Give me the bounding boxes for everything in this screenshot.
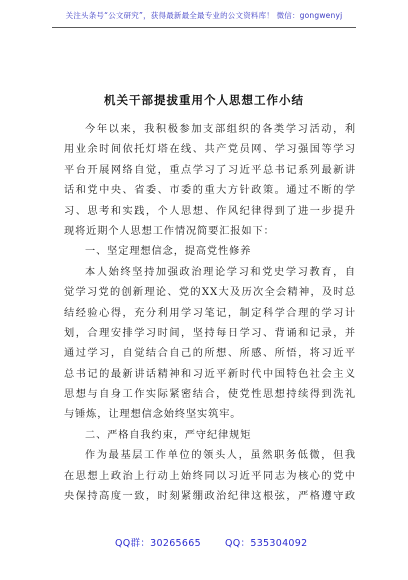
body-line: 觉学习党的创新理论、党的XX大及历次全会精神，及时总 bbox=[64, 287, 356, 299]
document-body bbox=[64, 120, 356, 507]
footer bbox=[0, 535, 408, 549]
body-line: 习、思考和实践，个人思想、作风纪律得到了进一步提升 bbox=[64, 205, 356, 217]
body-line: 本人始终坚持加强政治理论学习和党史学习教育，自 bbox=[85, 266, 356, 278]
header-note: 关注头条号“公文研究”，获得最新最全最专业的公文资料库！ 微信：gongwenyj bbox=[65, 11, 343, 20]
section-heading: 一、坚定理想信念，提高党性修养 bbox=[85, 246, 252, 258]
body-line: 现将近期个人思想工作情况简要汇报如下： bbox=[64, 225, 275, 237]
body-line: 划，合理安排学习时间，坚持每日学习、背诵和记录，并 bbox=[64, 327, 356, 339]
body-line: 与锤炼，让理想信念始终坚实筑牢。 bbox=[64, 409, 242, 421]
body-line: 用业余时间依托灯塔在线、共产党员网、学习强国等学习 bbox=[64, 144, 356, 156]
body-line: 平台开展网络自觉，重点学习了习近平总书记系列最新讲 bbox=[64, 164, 356, 176]
body-line: 思想与自身工作实际紧密结合，使党性思想持续得到洗礼 bbox=[64, 389, 356, 401]
document-title: 机关干部提拔重用个人思想工作小结 bbox=[104, 93, 304, 107]
header-divider bbox=[52, 27, 356, 28]
body-line: 作为最基层工作单位的领头人，虽然职务低微，但我 bbox=[85, 450, 356, 462]
body-line: 话和党中央、省委、市委的重大方针政策。通过不断的学 bbox=[64, 185, 356, 197]
body-line: 总书记的最新讲话精神和习近平新时代中国特色社会主义 bbox=[64, 368, 356, 380]
footer-qq-group: QQ群：30265665 bbox=[115, 538, 201, 549]
footer-qq: QQ：535304092 bbox=[225, 538, 308, 549]
body-line: 通过学习，自觉结合自己的所想、所感、所悟，将习近平 bbox=[64, 348, 356, 360]
body-line: 今年以来，我积极参加支部组织的各类学习活动，利 bbox=[85, 124, 356, 135]
body-line: 央保持高度一致，时刻紧绷政治纪律这根弦，严格遵守政 bbox=[64, 491, 356, 503]
section-heading: 二、严格自我约束，严守纪律规矩 bbox=[85, 429, 252, 441]
body-line: 结经验心得，充分利用学习笔记，制定科学合理的学习计 bbox=[64, 307, 356, 319]
body-line: 在思想上政治上行动上始终同以习近平同志为核心的党中 bbox=[64, 470, 356, 482]
